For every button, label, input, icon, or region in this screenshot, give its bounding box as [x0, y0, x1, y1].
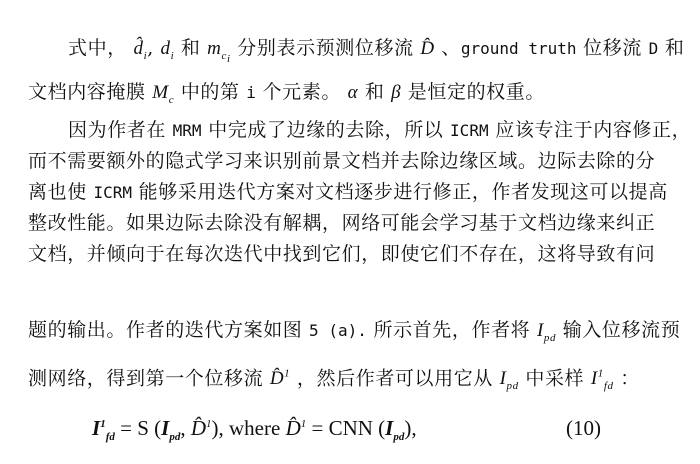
text: ICRM	[450, 121, 489, 140]
math-d-i: $d_i$	[160, 38, 175, 62]
text: ICRM	[93, 183, 132, 202]
text: 中的第	[180, 81, 240, 103]
text: 文档内容掩膜	[28, 81, 146, 103]
math-beta: β	[391, 82, 402, 103]
equation-body: $I^1_{fd} = S$ ($I_{pd}$, D̂$^1$), where D̂$^1$ = CNN $(I_{pd})$,	[92, 416, 417, 444]
text: 是恒定的权重。	[407, 81, 545, 103]
text: 位移流	[583, 37, 642, 59]
text: 文档，并倾向于在每次迭代中找到它们，即使它们不存在，这将导致有问	[28, 243, 656, 265]
text: ，然后作者可以用它从	[296, 367, 493, 390]
text: 、	[441, 37, 461, 59]
math-I-fd-1: $I^1_{fd}$	[590, 368, 614, 393]
math-D-hat: D̂	[420, 38, 435, 59]
text: D	[648, 39, 659, 58]
text-line-2	[28, 80, 678, 112]
text: 题的输出。作者的迭代方案如图	[28, 319, 303, 341]
equation-number: (10)	[566, 416, 601, 440]
text: 和	[364, 81, 385, 103]
text: 中完成了边缘的去除，所以	[208, 119, 444, 141]
equation-cnn: CNN	[328, 416, 373, 440]
text: 整改性能。如果边际去除没有解耦，网络可能会学习基于文档边缘来纠正	[28, 212, 656, 234]
math-I-pd: $I_{pd}$	[536, 320, 557, 344]
math-I-pd: $I_{pd}$	[499, 368, 519, 393]
text: ：	[620, 367, 640, 390]
text: 中采样	[525, 367, 585, 390]
text-line-4	[28, 149, 678, 173]
text: 输入位移流预	[562, 319, 681, 341]
text: 能够采用迭代方案对文档逐步进行修正，作者发现这可以提高	[138, 181, 668, 203]
text: 和	[664, 37, 685, 59]
text: 个元素。	[262, 81, 341, 103]
text-ground-truth: ground truth	[460, 39, 577, 58]
text: 所示首先，作者将	[373, 319, 531, 341]
math-alpha: α	[347, 82, 359, 103]
equation-where: where	[229, 416, 281, 440]
equation-sampler: S	[137, 416, 149, 440]
text-line-7	[28, 242, 678, 266]
math-M-c: $M_c$	[152, 82, 175, 106]
text: 5 (a).	[309, 321, 367, 340]
text-line-8	[28, 318, 681, 350]
text-line-5	[28, 180, 678, 205]
text-line-6	[28, 211, 678, 235]
equation-10	[0, 412, 700, 446]
text: 因为作者在	[68, 119, 167, 141]
text: i	[246, 83, 256, 102]
text-line-9	[28, 362, 678, 398]
math-d-hat-i: $d̂_i$	[133, 38, 148, 62]
text: 测网络，得到第一个位移流	[28, 367, 264, 390]
text-line-1: 式中， $d̂_i$, $d_i$ 和 $m_{c_i}$ 分别表示预测位移流 D̂ 、ground truth 位移流 D 和	[68, 37, 685, 65]
text: 式中，	[68, 37, 127, 59]
text: 而不需要额外的隐式学习来识别前景文档并去除边缘区域。边际去除的分	[28, 150, 656, 172]
text-line-3	[68, 118, 700, 143]
math-D-hat-1: D̂$^1$	[269, 368, 291, 390]
math-m-ci: $m_{c_i}$	[207, 38, 231, 65]
text: 应该专注于内容修正，	[495, 119, 692, 141]
text: MRM	[172, 121, 202, 140]
text: 离也使	[28, 181, 87, 203]
text: 分别表示预测位移流	[237, 37, 414, 59]
text: 和	[180, 37, 201, 59]
